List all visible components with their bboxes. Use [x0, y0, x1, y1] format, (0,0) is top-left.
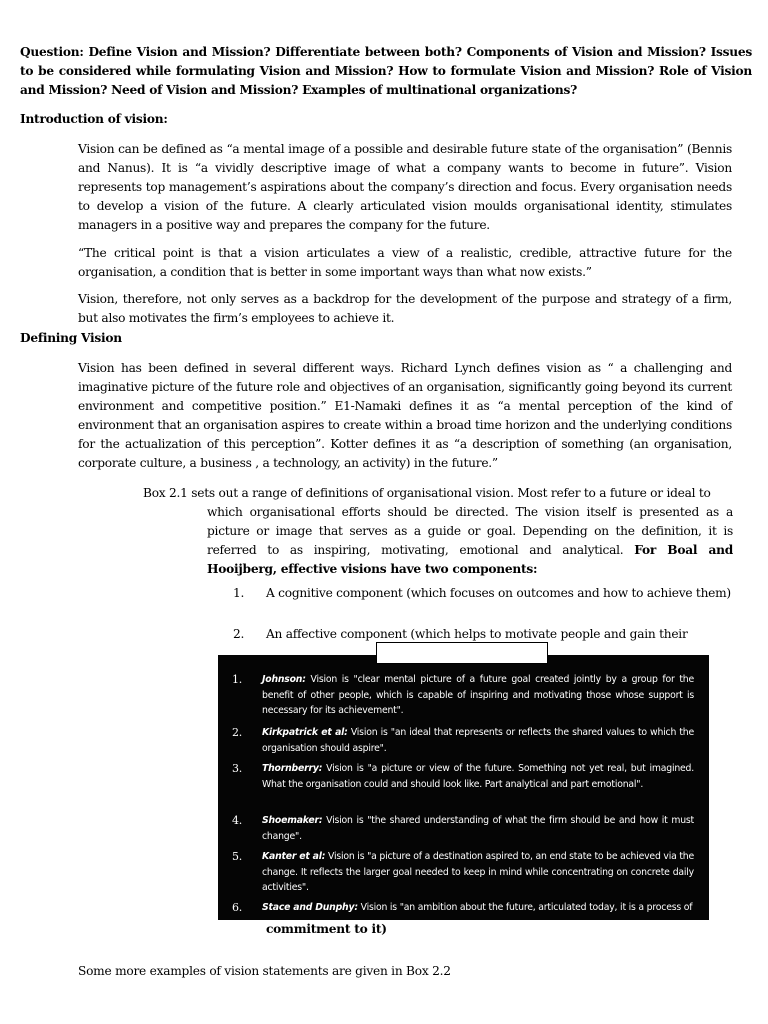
definition-number: 2. [232, 726, 243, 739]
definition-number: 6. [232, 901, 243, 914]
intro-paragraph-2: “The critical point is that a vision articulates a view of a realistic, credible, attractive future for the organisation, a condition that is better in some important ways than what now exists.” [78, 246, 732, 279]
heading-defining-vision: Defining Vision [20, 331, 122, 345]
definition-number: 1. [232, 673, 243, 686]
definition-number: 3. [232, 762, 243, 775]
definition-author: Thornberry: [262, 763, 323, 774]
component-text: A cognitive component (which focuses on outcomes and how to achieve them) [266, 586, 731, 600]
intro-paragraph-3: Vision, therefore, not only serves as a backdrop for the development of the purpose and strategy of a firm, but also motivates the firm’s employees to achieve it. [78, 292, 732, 325]
box21-bold-text: For Boal and Hooijberg, effective visions have two components: [207, 543, 733, 576]
component-text: An affective component (which helps to motivate people and gain their [266, 627, 688, 641]
definition-text [262, 761, 694, 792]
component-number: 1. [233, 586, 245, 600]
definition-body: Vision is "an ambition about the future, articulated today, it is a process of [357, 902, 693, 913]
definition-text [262, 900, 694, 916]
definition-body: Vision is "the shared understanding of what the firm should be and how it must change". [262, 815, 694, 842]
definition-body: Vision is "an ideal that represents or reflects the shared values to which the organisation should aspire". [262, 727, 694, 754]
heading-introduction: Introduction of vision: [20, 112, 168, 126]
box21-first-line: Box 2.1 sets out a range of definitions of organisational vision. Most refer to a future or ideal to [143, 486, 711, 500]
box21-plain-text: which organisational efforts should be directed. The vision itself is presented as a picture or image that serves as a guide or goal. Depending on the definition, it is referred to as inspiring, motivating, emotional and analytical. [207, 505, 733, 557]
definition-author: Kirkpatrick et al: [262, 727, 348, 738]
defining-paragraph: Vision has been defined in several different ways. Richard Lynch defines vision as “ a challenging and imaginative picture of the future role and objectives of an organisation, significantly going beyond its current environment and competitive position.” E1-Namaki defines it as “a mental perception of the kind of environment that an organisation aspires to create within a broad time horizon and the underlying conditions for the actualization of this perception”. Kotter defines it as “a description of something (an organisation, corporate culture, a business , a technology, an activity) in the future.” [78, 361, 732, 470]
definition-body: Vision is "a picture of a destination aspired to, an end state to be achieved via the change. It reflects the larger goal needed to keep in mind while concentrating on concrete daily activities". [262, 851, 695, 894]
question-text: Question: Define Vision and Mission? Differentiate between both? Components of Vision and Mission? Issues to be considered while formulating Vision and Mission? How to formulate Vision and Mission? Role of Vision and Mission? Need of Vision and Mission? Examples of multinational organizations? [20, 45, 752, 97]
intro-paragraph-1: Vision can be defined as “a mental image of a possible and desirable future state of the organisation” (Bennis and Nanus). It is “a vividly descriptive image of what a company wants to become in future”. Vision represents top management’s aspirations about the company’s direction and focus. Every organisation needs to develop a vision of the future. A clearly articulated vision moulds organisational identity, stimulates managers in a positive way and prepares the company for the future. [78, 142, 732, 232]
definition-number: 4. [232, 814, 243, 827]
commitment-text: commitment to it) [266, 922, 387, 936]
definition-author: Shoemaker: [262, 815, 323, 826]
box-2-1-definitions [218, 655, 709, 920]
definition-text [262, 849, 694, 896]
component-number: 2. [233, 627, 245, 641]
definition-text [262, 672, 694, 719]
box-title-tab [376, 642, 548, 664]
definition-number: 5. [232, 850, 243, 863]
box21-continuation [143, 503, 733, 579]
definition-author: Stace and Dunphy: [262, 902, 358, 913]
box21-paragraph [143, 484, 733, 579]
definition-body: Vision is "a picture or view of the future. Something not yet real, but imagined. What the organisation could and should look like. Part analytical and part emotional". [262, 763, 694, 790]
definition-text [262, 725, 694, 756]
definition-body: Vision is "clear mental picture of a future goal created jointly by a group for the benefit of other people, which is capable of inspiring and motivating those whose support is necessary for its achievement". [262, 674, 694, 717]
footer-text: Some more examples of vision statements are given in Box 2.2 [78, 964, 451, 978]
definition-text [262, 813, 694, 844]
definition-author: Kanter et al: [262, 851, 326, 862]
definition-author: Johnson: [262, 674, 306, 685]
